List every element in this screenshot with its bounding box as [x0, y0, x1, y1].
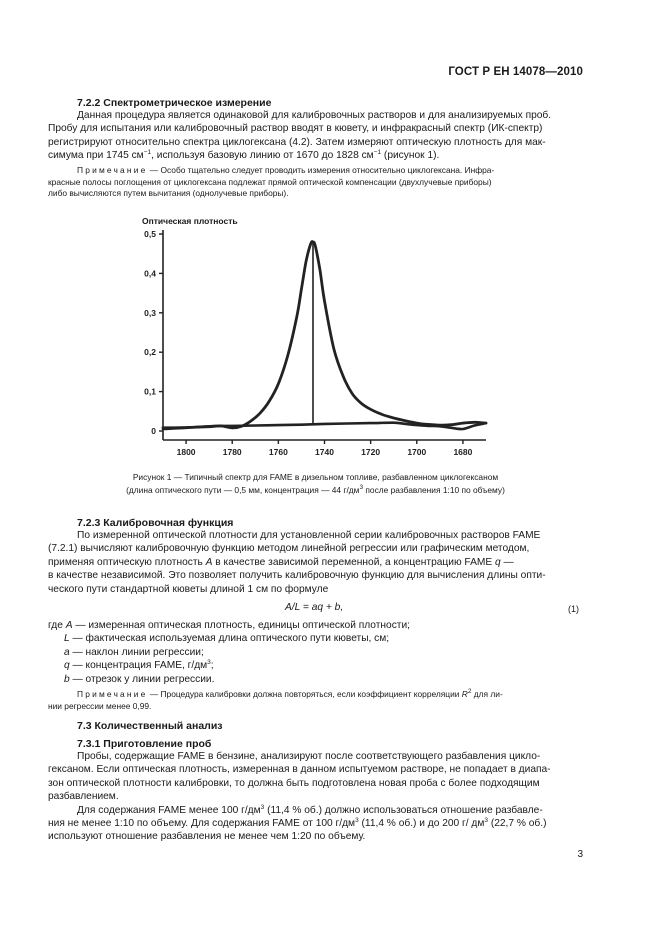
text-line: в качестве независимой. Это позволяет получить калибровочную функцию для вычисления длины опти- — [48, 570, 546, 582]
text-line: зон оптической плотности калибровки, то должна быть подготовлена новая проба с более подходящим — [48, 777, 540, 789]
text-line: используют отношение разбавления не менее чем 1:20 по объему. — [48, 831, 366, 843]
caption-line: Рисунок 1 — Типичный спектр для FAME в дизельном топливе, разбавленном циклогексаном — [132, 472, 499, 482]
x-tick-label: 1760 — [268, 447, 288, 457]
text-line: (7.2.1) вычисляют калибровочную функцию методом линейной регрессии или графическим методом, — [48, 543, 530, 555]
note-line: нии регрессии менее 0,99. — [48, 700, 152, 711]
text-line: По измеренной оптической плотности для установленной серии калибровочных растворов FAME — [77, 530, 541, 541]
text-line: регистрируют относительно спектра циклогексана (4.2). Затем измеряют оптическую плотность для мак- — [48, 136, 546, 148]
x-tick-label: 1700 — [407, 447, 427, 457]
y-axis-label: Оптическая плотность — [142, 216, 238, 226]
page-number: 3 — [577, 849, 583, 860]
section-7-2-2-title: 7.2.2 Спектрометрическое измерение — [77, 97, 272, 109]
y-tick-label: 0,1 — [144, 386, 156, 397]
y-tick-label: 0,2 — [144, 347, 156, 358]
note-label: Примечание — [77, 689, 148, 699]
y-tick-label: 0 — [151, 426, 156, 436]
note-line: красные полосы поглощения от циклогексана подлежат прямой оптической компенсации (двухлучевые приборы) — [48, 176, 492, 187]
definition-item: L — фактическая используемая длина оптического пути кюветы, см; — [64, 633, 390, 645]
x-tick-label: 1720 — [361, 447, 381, 457]
caption-line: (длина оптического пути — 0,5 мм, концентрация — 44 $г/дм^3$ после разбавления 1:10 по объему) — [126, 484, 505, 495]
note-line: либо вычисляются путем вычитания (однолучевые приборы). — [48, 188, 289, 199]
document-header: ГОСТ Р ЕН 14078—2010 — [448, 66, 583, 78]
x-tick-label: 1780 — [222, 447, 242, 457]
text-line: Для содержания FAME менее 100 $г/дм^3$ (11,4 % об.) должно использоваться отношение разбавле- — [77, 803, 543, 816]
section-7-2-3-title: 7.2.3 Калибровочная функция — [77, 517, 234, 529]
note-line: Примечание — Процедура калибровки должна повторяться, если коэффициент корреляции $R^2$ для ли- — [77, 688, 503, 699]
chart-series — [163, 242, 486, 430]
section-7-2-3-text — [48, 529, 583, 596]
text-line: симума при 1745 $см^{-1}$, используя базовую линию от 1670 до 1828 $см^{-1}$ (рисунок 1). — [48, 149, 440, 162]
definition-item: a — наклон линии регрессии; — [64, 646, 204, 658]
definition-item: где A — измеренная оптическая плотность, единицы оптической плотности; — [48, 620, 410, 631]
definition-item: b — отрезок у линии регрессии. — [64, 673, 215, 685]
note-line: Примечание — Особо тщательно следует проводить измерения относительно циклогексана. Инфра- — [77, 165, 495, 175]
x-tick-label: 1800 — [176, 447, 196, 457]
text-line: Данная процедура является одинаковой для калибровочных растворов и для анализируемых проб. — [77, 110, 552, 121]
x-tick-label: 1680 — [453, 447, 473, 457]
text-line: Пробы, содержащие FAME в бензине, анализируют после соответствующего разбавления цикло- — [77, 751, 541, 762]
text-line: разбавлением. — [48, 791, 119, 803]
text-line: применяя оптическую плотность A в качестве зависимой переменной, а концентрацию FAME q — — [48, 556, 514, 568]
section-7-2-3-note — [48, 689, 583, 712]
definitions — [48, 619, 410, 686]
section-7-3-title: 7.3 Количественный анализ — [77, 720, 223, 732]
chart-axes — [159, 230, 486, 444]
text-line: Пробу для испытания или калибровочный раствор вводят в кювету, и инфракрасный спектр (ИК-спектр) — [48, 123, 543, 135]
formula: A/L = aq + b, — [285, 602, 344, 613]
y-tick-label: 0,5 — [144, 229, 156, 239]
text-line: гексаном. Если оптическая плотность, измеренная в данном испытуемом растворе, не попадает в диапа- — [48, 764, 551, 776]
section-7-3-1-text — [48, 750, 583, 844]
formula-number: (1) — [568, 604, 579, 614]
spectrum-line — [163, 242, 486, 428]
figure-caption — [48, 471, 583, 497]
section-7-3-1-title: 7.3.1 Приготовление проб — [77, 738, 212, 750]
text-line: ческого пути стандартной кюветы длиной 1 см по формуле — [48, 583, 329, 595]
text-line: ния не менее 1:10 по объему. Для содержания FAME от 100 $г/дм^3$ (11,4 % об.) и до 200 г/ $дм^3$ (22,7 % об.) — [48, 817, 547, 830]
y-tick-label: 0,4 — [144, 268, 156, 279]
note-label: Примечание — [77, 165, 148, 175]
y-tick-label: 0,3 — [144, 307, 156, 318]
definition-item: q — концентрация FAME, $г/дм^3$; — [64, 659, 214, 672]
x-tick-label: 1740 — [315, 447, 334, 457]
